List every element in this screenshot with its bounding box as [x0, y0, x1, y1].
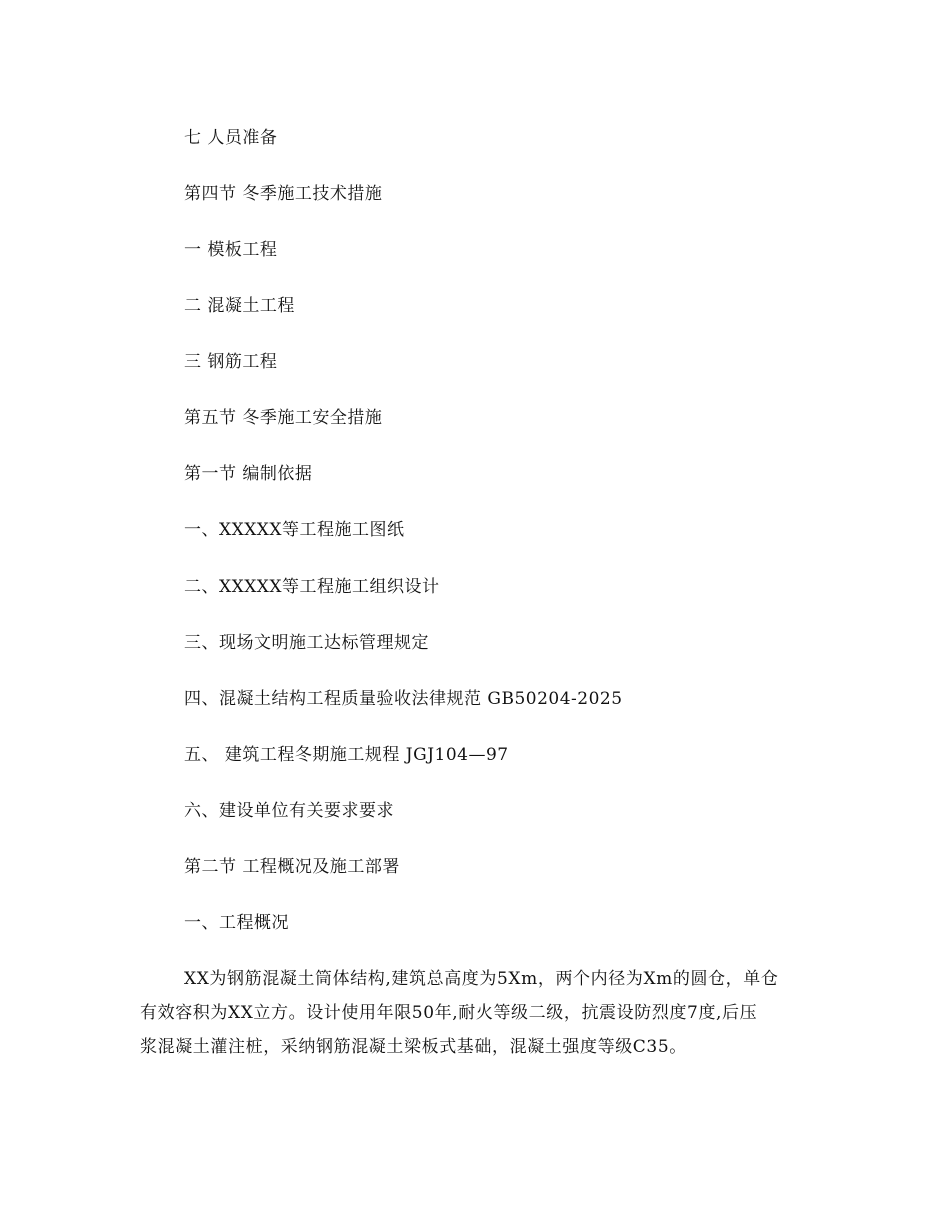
project-overview-heading: 一、工程概况	[184, 913, 289, 933]
item-concrete: 二 混凝土工程	[184, 296, 295, 316]
basis-item-3: 三、现场文明施工达标管理规定	[184, 633, 429, 653]
section-2-title: 第二节 工程概况及施工部署	[184, 857, 400, 877]
basis-item-5: 五、 建筑工程冬期施工规程 JGJ104—97	[184, 745, 509, 765]
paragraph-line-1: XX为钢筋混凝土筒体结构,建筑总高度为5Xm，两个内径为Xm的圆仓，单仓	[184, 969, 779, 989]
basis-item-4: 四、混凝土结构工程质量验收法律规范 GB50204-2025	[184, 689, 623, 709]
basis-item-2: 二、XXXXX等工程施工组织设计	[184, 577, 440, 597]
project-overview-paragraph	[140, 962, 805, 1064]
section-4-title: 第四节 冬季施工技术措施	[184, 184, 383, 204]
basis-item-6: 六、建设单位有关要求要求	[184, 801, 394, 821]
item-formwork: 一 模板工程	[184, 240, 278, 260]
item-rebar: 三 钢筋工程	[184, 352, 278, 372]
heading-personnel-preparation: 七 人员准备	[184, 128, 278, 148]
section-1-title: 第一节 编制依据	[184, 464, 313, 484]
paragraph-line-3: 浆混凝土灌注桩，采纳钢筋混凝土梁板式基础，混凝土强度等级C35。	[140, 1037, 687, 1057]
paragraph-line-2: 有效容积为XX立方。设计使用年限50年,耐火等级二级，抗震设防烈度7度,后压	[140, 1003, 758, 1023]
section-5-title: 第五节 冬季施工安全措施	[184, 408, 383, 428]
basis-item-1: 一、XXXXX等工程施工图纸	[184, 520, 405, 540]
